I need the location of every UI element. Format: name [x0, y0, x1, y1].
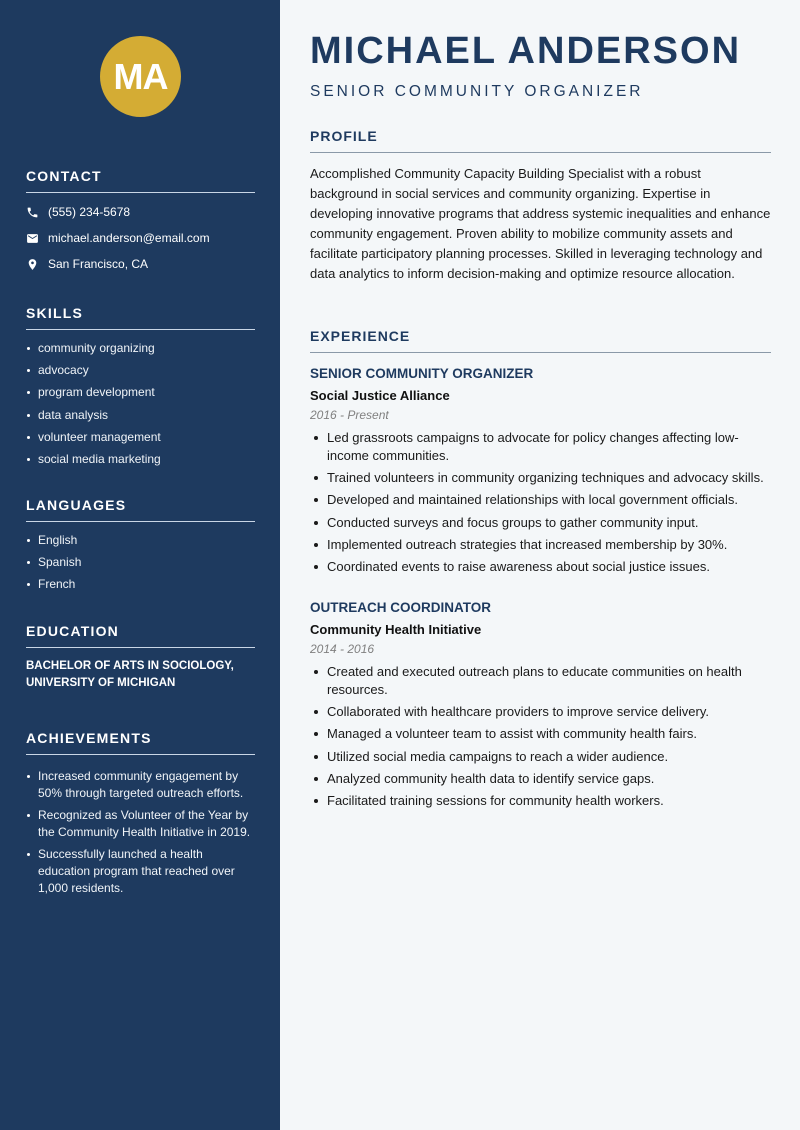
- skills-heading: SKILLS: [26, 305, 255, 330]
- job-company: Social Justice Alliance: [310, 388, 450, 403]
- job-entry: [310, 366, 771, 580]
- achievements-section: [26, 730, 255, 902]
- phone-text: (555) 234-5678: [48, 205, 131, 219]
- job-title: OUTREACH COORDINATOR: [310, 600, 491, 615]
- job-dates: 2016 - Present: [310, 408, 389, 422]
- skill-item: social media marketing: [26, 451, 255, 468]
- language-item: Spanish: [26, 554, 255, 571]
- contact-phone: [26, 199, 255, 225]
- achievement-item: Increased community engagement by 50% through targeted outreach efforts.: [26, 768, 255, 802]
- job-bullet: Managed a volunteer team to assist with community health fairs.: [310, 725, 771, 743]
- job-entry: [310, 600, 771, 814]
- languages-section: [26, 497, 255, 599]
- job-bullet: Developed and maintained relationships with local government officials.: [310, 491, 771, 509]
- languages-heading: LANGUAGES: [26, 497, 255, 522]
- job-bullet: Implemented outreach strategies that increased membership by 30%.: [310, 536, 771, 554]
- location-icon: [26, 258, 39, 271]
- skill-item: volunteer management: [26, 429, 255, 446]
- language-item: French: [26, 576, 255, 593]
- achievements-heading: ACHIEVEMENTS: [26, 730, 255, 755]
- avatar: MA: [100, 36, 181, 117]
- achievement-item: Successfully launched a health education program that reached over 1,000 residents.: [26, 846, 255, 897]
- language-item: English: [26, 532, 255, 549]
- achievement-item: Recognized as Volunteer of the Year by the Community Health Initiative in 2019.: [26, 807, 255, 841]
- phone-icon: [26, 206, 39, 219]
- job-dates: 2014 - 2016: [310, 642, 375, 656]
- job-bullet: Utilized social media campaigns to reach a wider audience.: [310, 748, 771, 766]
- job-bullet: Collaborated with healthcare providers to improve service delivery.: [310, 703, 771, 721]
- candidate-title: SENIOR COMMUNITY ORGANIZER: [310, 83, 644, 100]
- education-degree: BACHELOR OF ARTS IN SOCIOLOGY, UNIVERSITY OF MICHIGAN: [26, 660, 234, 689]
- skill-item: advocacy: [26, 362, 255, 379]
- contact-section: [26, 168, 255, 277]
- contact-email: [26, 225, 255, 251]
- email-icon: [26, 232, 39, 245]
- candidate-name: MICHAEL ANDERSON: [310, 30, 742, 72]
- job-bullet: Conducted surveys and focus groups to gather community input.: [310, 514, 771, 532]
- skill-item: community organizing: [26, 340, 255, 357]
- job-title: SENIOR COMMUNITY ORGANIZER: [310, 366, 534, 381]
- skill-item: data analysis: [26, 407, 255, 424]
- sidebar: [0, 0, 280, 1130]
- profile-heading: PROFILE: [310, 128, 771, 153]
- job-company: Community Health Initiative: [310, 622, 482, 637]
- job-bullet: Analyzed community health data to identify service gaps.: [310, 770, 771, 788]
- profile-text: Accomplished Community Capacity Building Specialist with a robust background in social services and community organizing. Expertise in developing innovative programs that address systemic inequalities and enhance community engagement. Proven ability to mobilize community assets and facilitate participatory planning processes. Skilled in leveraging technology and data analytics to inform decision-making and optimize resource allocation.: [310, 166, 771, 282]
- skill-item: program development: [26, 384, 255, 401]
- job-bullet: Led grassroots campaigns to advocate for policy changes affecting low-income communities.: [310, 429, 771, 465]
- job-bullet: Coordinated events to raise awareness about social justice issues.: [310, 558, 771, 576]
- education-section: [26, 623, 255, 692]
- experience-heading: EXPERIENCE: [310, 328, 771, 353]
- education-heading: EDUCATION: [26, 623, 255, 648]
- location-text: San Francisco, CA: [48, 257, 149, 271]
- job-bullet: Trained volunteers in community organizing techniques and advocacy skills.: [310, 469, 771, 487]
- job-bullet: Facilitated training sessions for community health workers.: [310, 792, 771, 810]
- contact-location: [26, 251, 255, 277]
- skills-section: [26, 305, 255, 473]
- job-bullet: Created and executed outreach plans to educate communities on health resources.: [310, 663, 771, 699]
- email-text: michael.anderson@email.com: [48, 231, 210, 245]
- contact-heading: CONTACT: [26, 168, 255, 193]
